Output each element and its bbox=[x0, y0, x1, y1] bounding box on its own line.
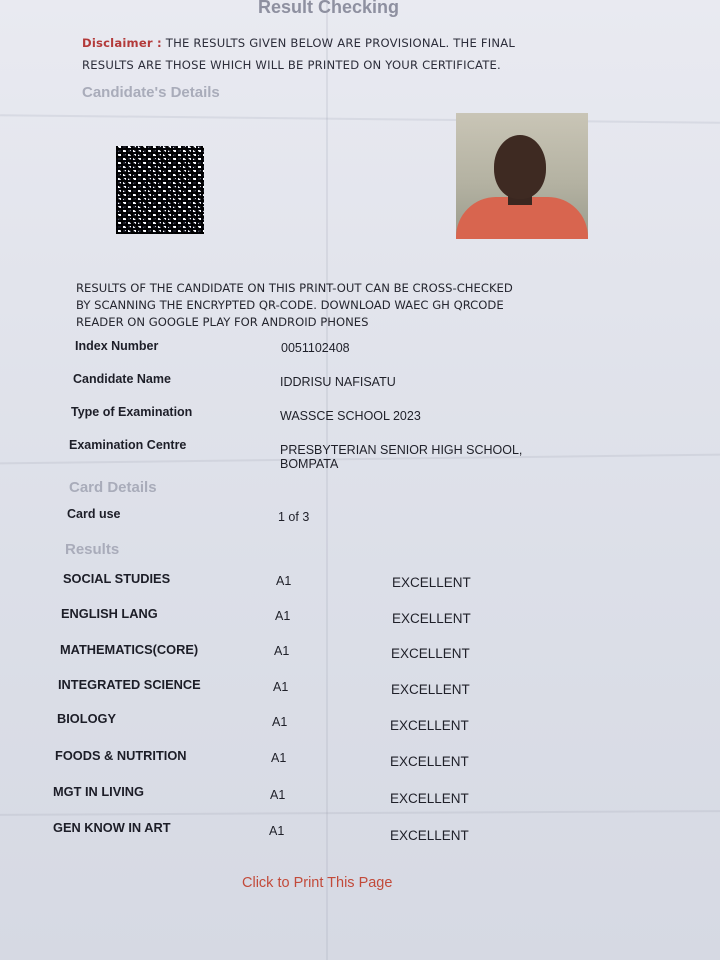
disclaimer-text-line2: RESULTS ARE THOSE WHICH WILL BE PRINTED ON YOUR CERTIFICATE. bbox=[82, 58, 501, 72]
subject-grade: A1 bbox=[275, 609, 291, 623]
subject-grade: A1 bbox=[276, 574, 292, 588]
subject-remark: EXCELLENT bbox=[390, 754, 469, 769]
card-use-label: Card use bbox=[67, 507, 121, 521]
exam-type-label: Type of Examination bbox=[71, 405, 193, 419]
exam-centre-label: Examination Centre bbox=[69, 438, 187, 452]
subject-grade: A1 bbox=[270, 788, 286, 802]
paper-fold bbox=[0, 114, 720, 124]
subject-remark: EXCELLENT bbox=[391, 646, 470, 661]
page-title: Result Checking bbox=[258, 0, 400, 17]
subject-name: SOCIAL STUDIES bbox=[63, 571, 171, 586]
subject-grade: A1 bbox=[269, 824, 285, 838]
qr-code-note bbox=[76, 280, 596, 331]
results-heading: Results bbox=[65, 541, 120, 558]
paper-fold bbox=[326, 0, 328, 960]
qr-note-line1: RESULTS OF THE CANDIDATE ON THIS PRINT-OUT CAN BE CROSS-CHECKED bbox=[76, 281, 513, 295]
candidate-name-value: IDDRISU NAFISATU bbox=[280, 375, 396, 389]
subject-remark: EXCELLENT bbox=[392, 575, 471, 590]
disclaimer-text-line1: THE RESULTS GIVEN BELOW ARE PROVISIONAL. THE FINAL bbox=[165, 36, 516, 50]
subject-grade: A1 bbox=[271, 751, 287, 765]
subject-name: INTEGRATED SCIENCE bbox=[58, 677, 201, 692]
qr-code-icon bbox=[116, 146, 204, 234]
qr-note-line3: READER ON GOOGLE PLAY FOR ANDROID PHONES bbox=[76, 315, 369, 329]
subject-remark: EXCELLENT bbox=[391, 682, 470, 697]
subject-name: GEN KNOW IN ART bbox=[53, 820, 171, 835]
disclaimer-label: Disclaimer : bbox=[82, 36, 162, 50]
subject-remark: EXCELLENT bbox=[390, 718, 469, 733]
subject-name: BIOLOGY bbox=[57, 711, 117, 726]
subject-grade: A1 bbox=[272, 715, 288, 729]
card-details-heading: Card Details bbox=[69, 479, 157, 496]
paper-fold bbox=[0, 810, 720, 816]
subject-remark: EXCELLENT bbox=[392, 611, 471, 626]
print-page-link[interactable]: Click to Print This Page bbox=[242, 875, 393, 891]
exam-centre-value-line2: BOMPATA bbox=[280, 457, 339, 471]
exam-type-value: WASSCE SCHOOL 2023 bbox=[280, 409, 421, 423]
subject-name: ENGLISH LANG bbox=[61, 606, 158, 621]
subject-name: MATHEMATICS(CORE) bbox=[60, 642, 199, 657]
subject-remark: EXCELLENT bbox=[390, 828, 469, 843]
subject-name: MGT IN LIVING bbox=[53, 784, 144, 799]
qr-note-line2: BY SCANNING THE ENCRYPTED QR-CODE. DOWNLOAD WAEC GH QRCODE bbox=[76, 298, 504, 312]
candidate-photo bbox=[456, 113, 588, 239]
card-use-value: 1 of 3 bbox=[278, 510, 310, 524]
subject-remark: EXCELLENT bbox=[390, 791, 469, 806]
candidate-details-heading: Candidate's Details bbox=[82, 84, 220, 101]
disclaimer bbox=[82, 32, 642, 76]
index-number-value: 0051102408 bbox=[281, 341, 350, 355]
candidate-name-label: Candidate Name bbox=[73, 372, 171, 386]
subject-name: FOODS & NUTRITION bbox=[55, 748, 187, 763]
exam-centre-value-line1: PRESBYTERIAN SENIOR HIGH SCHOOL, bbox=[280, 443, 523, 457]
subject-grade: A1 bbox=[274, 644, 290, 658]
subject-grade: A1 bbox=[273, 680, 289, 694]
index-number-label: Index Number bbox=[75, 339, 159, 353]
